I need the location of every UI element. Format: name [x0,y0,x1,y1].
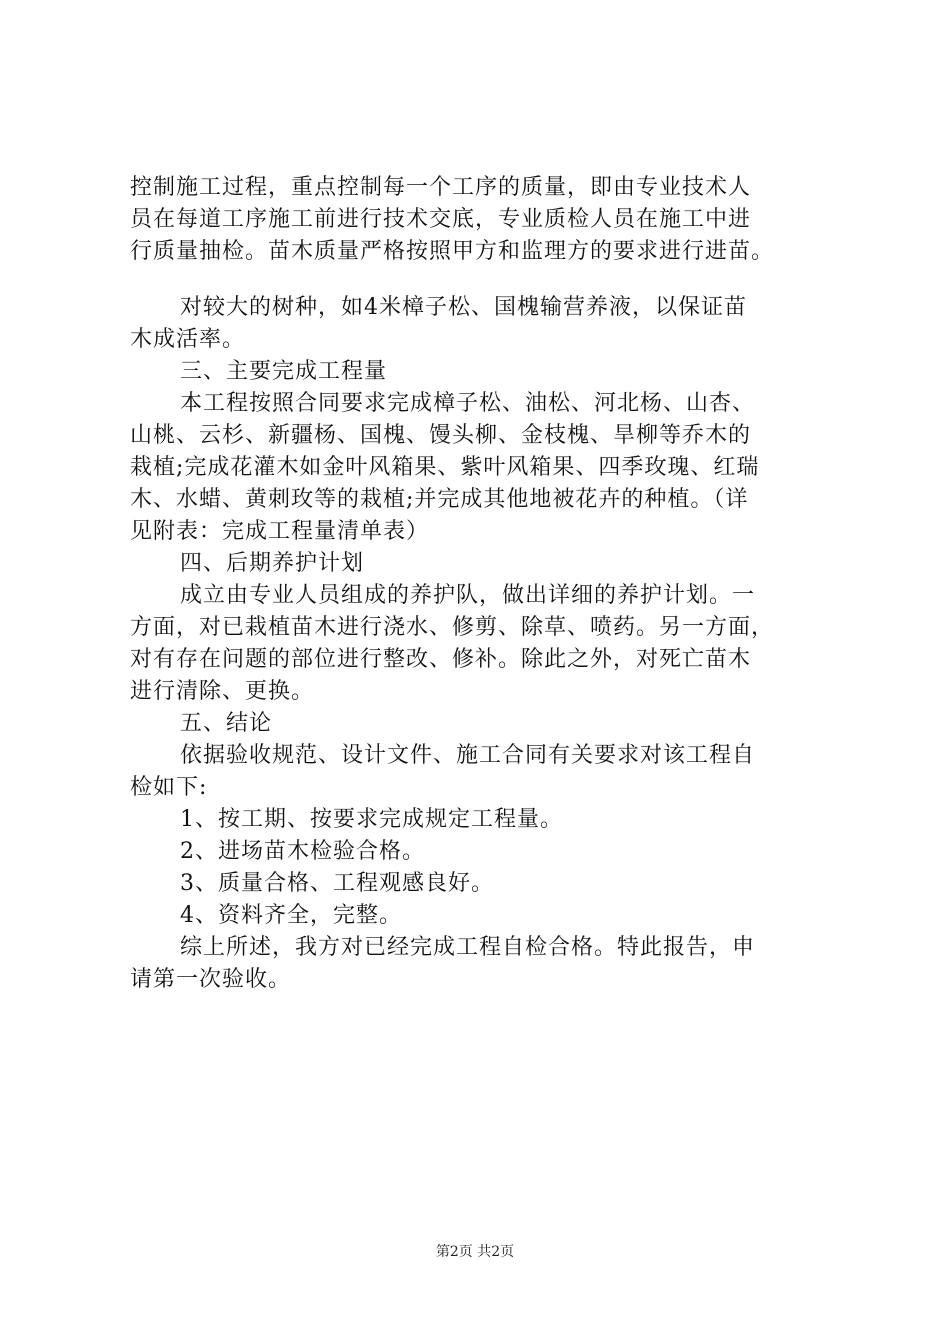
paragraph-line: 依据验收规范、设计文件、施工合同有关要求对该工程自 [180,743,756,768]
list-item: 3、质量合格、工程观感良好。 [180,871,494,896]
paragraph-line: 请第一次验收。 [130,967,292,992]
paragraph-line: 本工程按照合同要求完成樟子松、油松、河北杨、山杏、 [180,391,756,416]
paragraph-line: 成立由专业人员组成的养护队，做出详细的养护计划。一 [180,583,756,608]
paragraph-line: 检如下: [130,775,208,800]
paragraph-line: 方面，对已栽植苗木进行浇水、修剪、除草、喷药。另一方面， [130,615,775,640]
paragraph-line: 见附表：完成工程量清单表） [130,519,430,544]
section-heading: 三、主要完成工程量 [180,359,388,384]
list-item: 2、进场苗木检验合格。 [180,839,425,864]
list-item: 1、按工期、按要求完成规定工程量。 [180,807,563,832]
paragraph-line: 综上所述，我方对已经完成工程自检合格。特此报告，申 [180,935,756,960]
section-heading: 五、结论 [180,711,273,736]
page-number-footer: 第2页 共2页 [435,1244,515,1260]
section-heading: 四、后期养护计划 [180,551,365,576]
paragraph-line: 木成活率。 [130,327,246,352]
paragraph-line: 木、水蜡、黄刺玫等的栽植;并完成其他地被花卉的种植。（详 [130,487,749,512]
paragraph-line: 山桃、云杉、新疆杨、国槐、馒头柳、金枝槐、旱柳等乔木的 [130,423,752,448]
paragraph-line: 员在每道工序施工前进行技术交底，专业质检人员在施工中进 [130,207,752,232]
paragraph-line: 控制施工过程，重点控制每一个工序的质量，即由专业技术人 [130,175,752,200]
paragraph-line: 栽植;完成花灌木如金叶风箱果、紫叶风箱果、四季玫瑰、红瑞 [130,455,760,480]
paragraph-line: 进行清除、更换。 [130,679,315,704]
paragraph-line: 对有存在问题的部位进行整改、修补。除此之外，对死亡苗木 [130,647,752,672]
paragraph-line: 行质量抽检。苗木质量严格按照甲方和监理方的要求进行进苗。 [130,239,775,264]
paragraph-line: 对较大的树种，如4米樟子松、国槐输营养液，以保证苗 [180,295,747,320]
list-item: 4、资料齐全，完整。 [180,903,402,928]
document-body [130,172,830,996]
